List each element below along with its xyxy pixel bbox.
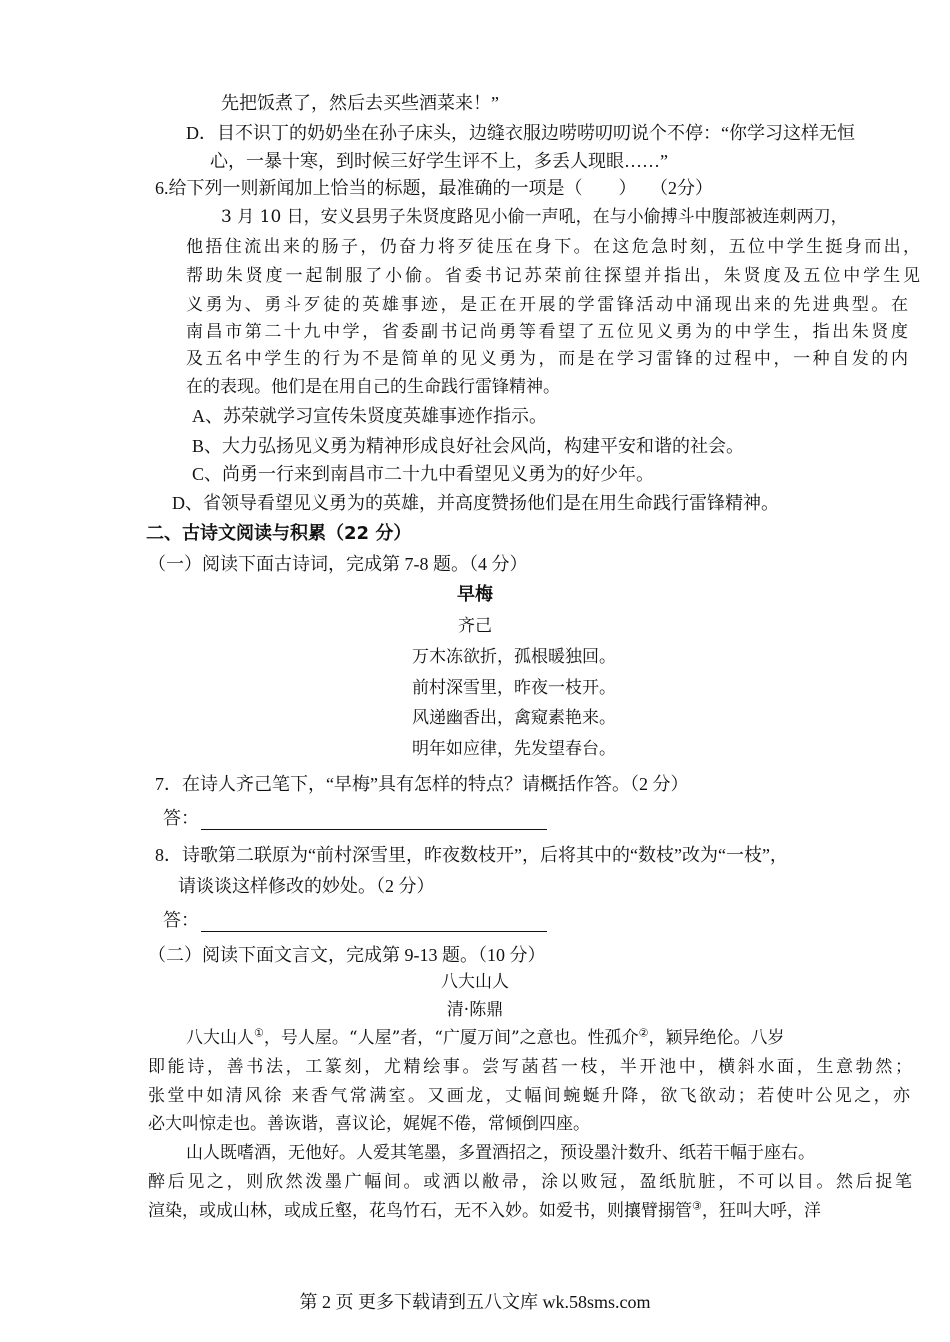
answer-label: 答：	[163, 808, 199, 828]
note-marker: ③	[692, 1199, 702, 1213]
prose-line: 即能诗，善书法，工篆刻，尤精绘事。尝写菡萏一枝，半开池中，横斜水面，生意勃然；	[148, 1057, 912, 1077]
q7-stem: 7．在诗人齐己笔下，“早梅”具有怎样的特点？请概括作答。（2 分）	[155, 774, 689, 794]
page-footer: 第 2 页 更多下载请到五八文库 wk.58sms.com	[299, 1292, 651, 1312]
q7-answer-blank[interactable]	[201, 811, 547, 830]
prose-title: 八大山人	[441, 972, 509, 992]
answer-label: 答：	[163, 910, 199, 930]
prose-line: 八大山人①，号人屋。“人屋”者，“广厦万间”之意也。性孤介②，颖异绝伦。八岁	[186, 1026, 785, 1048]
poem-line: 前村深雪里，昨夜一枝开。	[412, 678, 616, 698]
q8-answer[interactable]	[163, 908, 547, 932]
prose-line: 张堂中如清风徐 来香气常满室。又画龙，丈幅间蜿蜒升降，欲飞欲动；若使叶公见之，亦	[148, 1086, 910, 1106]
part1-intro: （一）阅读下面古诗词，完成第 7-8 题。（4 分）	[148, 554, 528, 574]
q6-news-line: 及五名中学生的行为不是简单的见义勇为，而是在学习雷锋的过程中，一种自发的内	[186, 349, 908, 369]
q6-news-line: 他捂住流出来的肠子，仍奋力将歹徒压在身下。在这危急时刻，五位中学生挺身而出，	[186, 237, 920, 257]
poem-line: 明年如应律，先发望春台。	[412, 739, 616, 759]
prose-line: 渲染，或成山林，或成丘壑，花鸟竹石，无不入妙。如爱书，则攘臂搦管③，狂叫大呼，洋	[148, 1199, 821, 1221]
q5-option-d-line2: 心，一暴十寒，到时候三好学生评不上，多丢人现眼……”	[210, 151, 668, 171]
q7-answer[interactable]	[163, 806, 547, 830]
q6-stem: 6.给下列一则新闻加上恰当的标题，最准确的一项是（ ） （2分）	[155, 178, 713, 198]
q5-option-d-line1: D．目不识丁的奶奶坐在孙子床头，边缝衣服边唠唠叨叨说个不停：“你学习这样无恒	[186, 123, 855, 143]
q6-option-b: B、大力弘扬见义勇为精神形成良好社会风尚，构建平安和谐的社会。	[192, 436, 745, 456]
prose-line: 必大叫惊走也。善诙谐，喜议论，娓娓不倦，常倾倒四座。	[148, 1114, 590, 1134]
note-marker: ①	[254, 1026, 264, 1040]
q8-stem-line2: 请谈谈这样修改的妙处。（2 分）	[178, 876, 435, 896]
q6-option-d: D、省领导看望见义勇为的英雄，并高度赞扬他们是在用生命践行雷锋精神。	[172, 493, 779, 513]
note-marker: ②	[638, 1026, 649, 1040]
q5-option-c-end: 先把饭煮了，然后去买些酒菜来！”	[221, 93, 499, 113]
q8-stem-line1: 8．诗歌第二联原为“前村深雪里，昨夜数枝开”，后将其中的“数枝”改为“一枝”，	[155, 845, 788, 865]
q8-answer-blank[interactable]	[201, 913, 547, 932]
poem-line: 风递幽香出，禽窥素艳来。	[412, 708, 616, 728]
poem-title: 早梅	[457, 584, 493, 605]
section-heading: 二、古诗文阅读与积累（22 分）	[146, 523, 412, 544]
part2-intro: （二）阅读下面文言文，完成第 9-13 题。（10 分）	[148, 945, 546, 965]
q6-news-line: 在的表现。他们是在用自己的生命践行雷锋精神。	[186, 377, 560, 397]
poem-author: 齐己	[458, 616, 492, 636]
q6-news-line: 义勇为、勇斗歹徒的英雄事迹，是正在开展的学雷锋活动中涌现出来的先进典型。在	[186, 295, 908, 315]
q6-news-line: 南昌市第二十九中学，省委副书记尚勇等看望了五位见义勇为的中学生，指出朱贤度	[186, 322, 908, 342]
prose-author: 清·陈鼎	[446, 1000, 504, 1020]
q6-news-line: 3 月 10 日，安义县男子朱贤度路见小偷一声吼，在与小偷搏斗中腹部被连刺两刀，	[221, 207, 848, 227]
q6-option-c: C、尚勇一行来到南昌市二十九中看望见义勇为的好少年。	[192, 464, 655, 484]
q6-option-a: A、苏荣就学习宣传朱贤度英雄事迹作指示。	[192, 406, 547, 426]
prose-line: 醉后见之，则欣然泼墨广幅间。或洒以敝帚，涂以败冠，盈纸肮脏，不可以目。然后捉笔	[148, 1172, 912, 1192]
prose-line: 山人既嗜酒，无他好。人爱其笔墨，多置酒招之，预设墨汁数升、纸若干幅于座右。	[186, 1143, 815, 1163]
q6-news-line: 帮助朱贤度一起制服了小偷。省委书记苏荣前往探望并指出，朱贤度及五位中学生见	[186, 266, 920, 286]
poem-line: 万木冻欲折，孤根暖独回。	[412, 647, 616, 667]
